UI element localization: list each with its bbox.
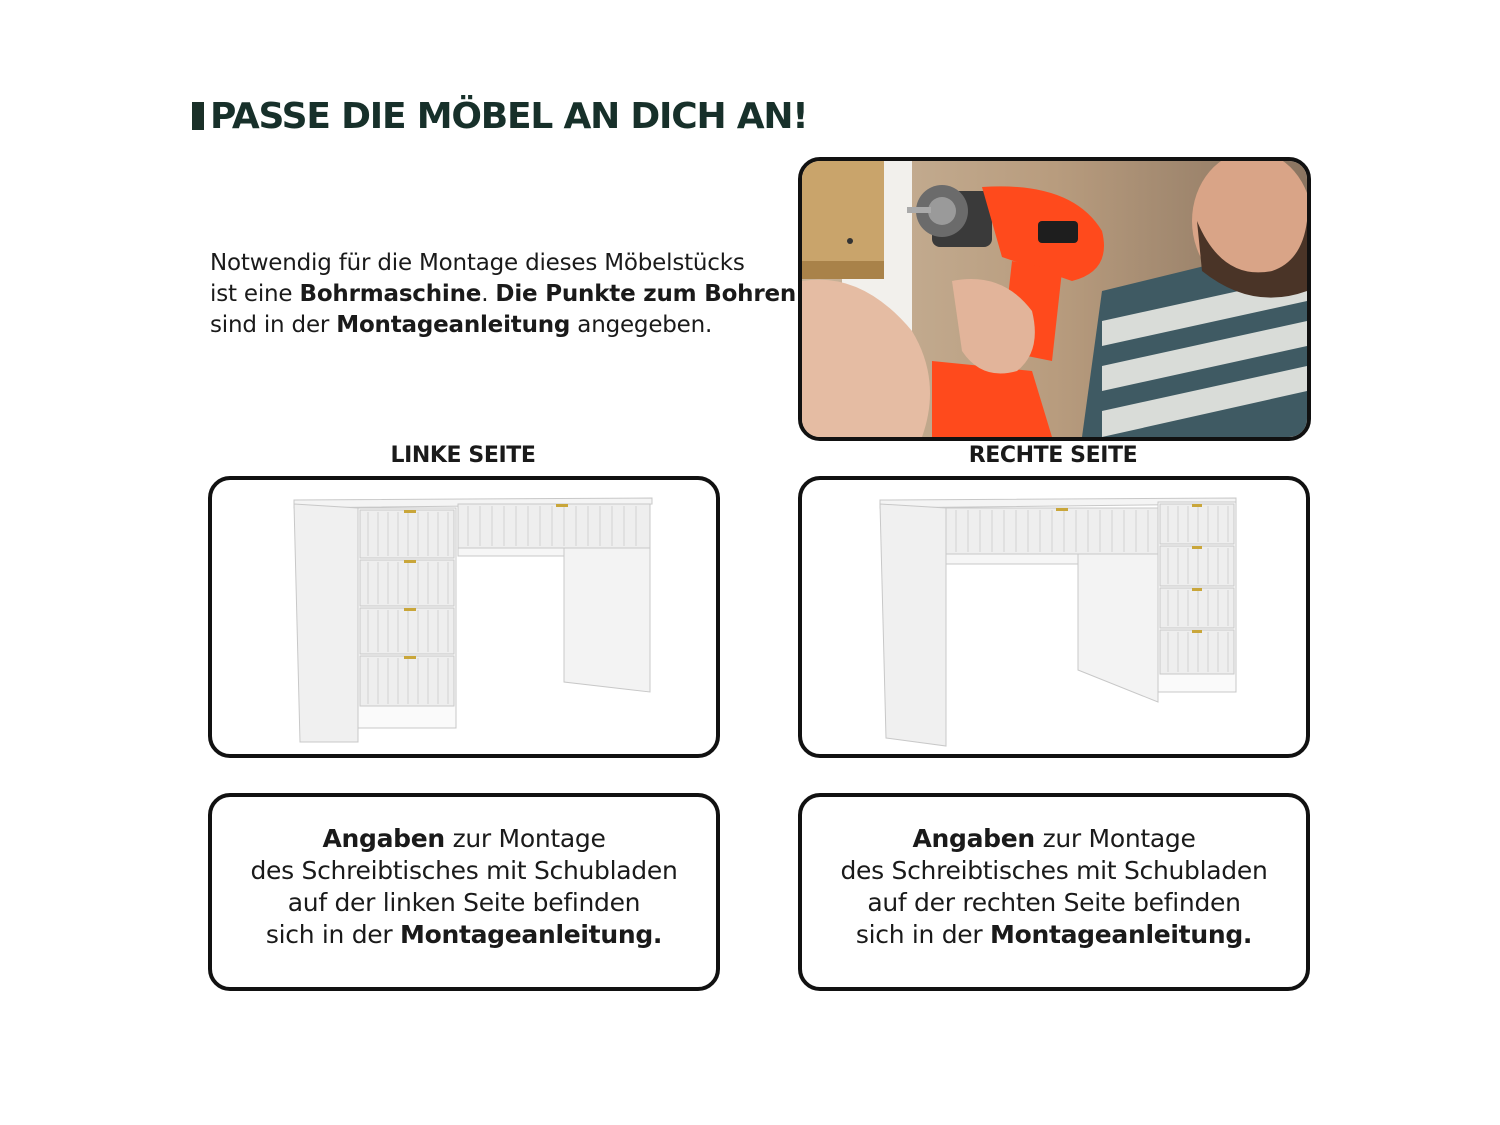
- desk-left-drawers-icon: [212, 480, 716, 754]
- left-info-text: Angaben zur Montage des Schreibtisches mit Schubladen auf der linken Seite befinden sich in der Montageanleitung.: [250, 824, 678, 949]
- drill-photo: [798, 157, 1311, 441]
- page-heading: [192, 94, 808, 138]
- left-desk-box: [208, 476, 720, 758]
- desk-right-drawers-icon: [802, 480, 1306, 754]
- right-desk-box: [798, 476, 1310, 758]
- left-side-label: LINKE SEITE: [390, 443, 536, 468]
- left-info-box: [208, 793, 720, 991]
- right-info-box: [798, 793, 1310, 991]
- page-title: PASSE DIE MÖBEL AN DICH AN!: [210, 95, 808, 137]
- right-info-text: Angaben zur Montage des Schreibtisches mit Schubladen auf der rechten Seite befinden sich in der Montageanleitung.: [840, 824, 1268, 949]
- right-side-label: RECHTE SEITE: [968, 443, 1138, 468]
- intro-text: Notwendig für die Montage dieses Möbelstücks ist eine Bohrmaschine. Die Punkte zum Bohren sind in der Montageanleitung angegeben.: [210, 250, 797, 338]
- drill-illustration-icon: [802, 161, 1307, 437]
- heading-bar-icon: [192, 102, 204, 130]
